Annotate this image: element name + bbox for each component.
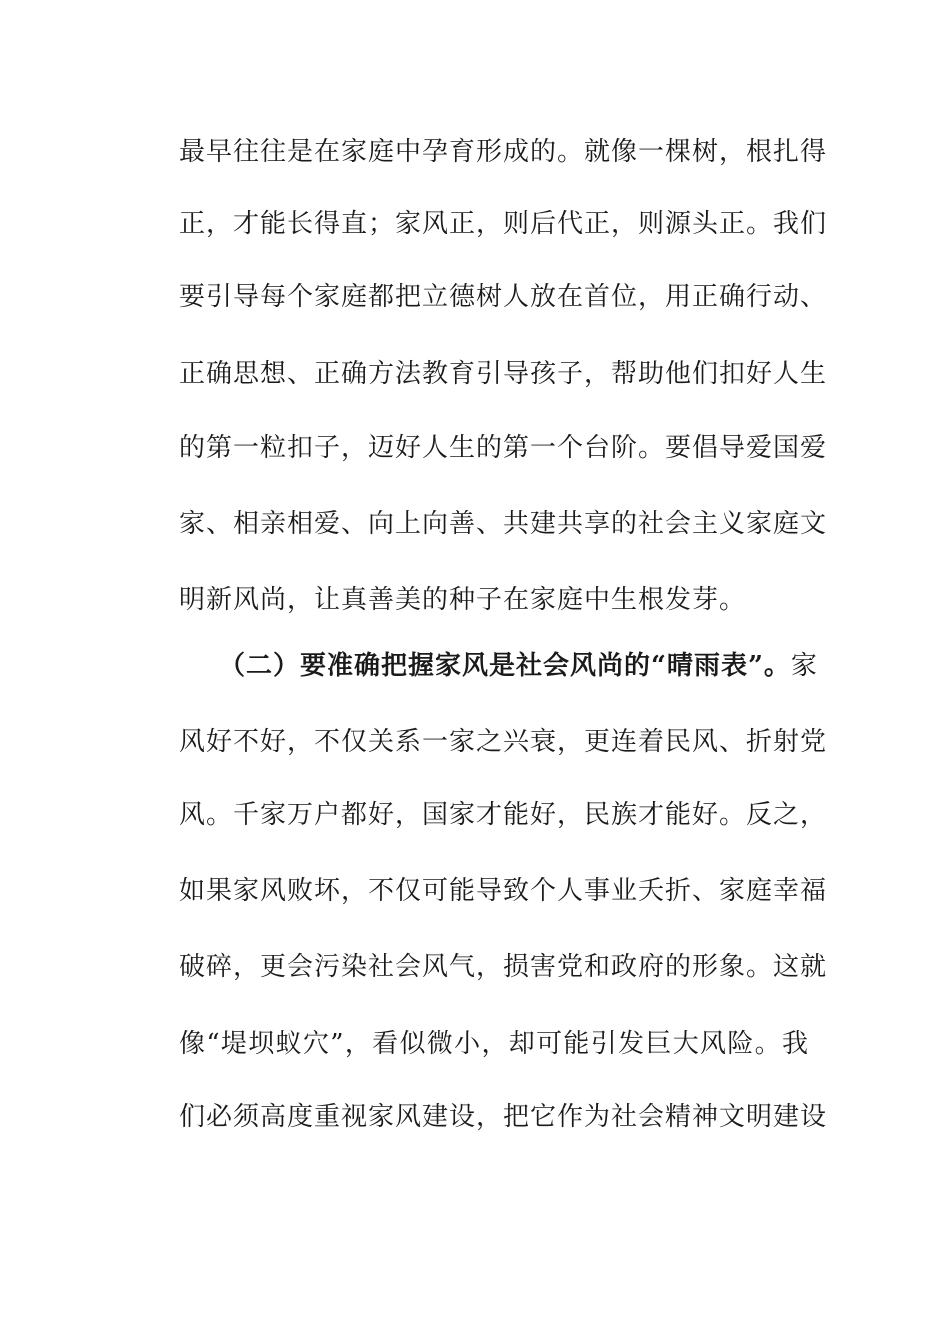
paragraph-2-line-5: 破碎，更会污染社会风气，损害党和政府的形象。这就 (179, 952, 828, 982)
paragraph-2-line-3: 风。千家万户都好，国家才能好，民族才能好。反之， (179, 800, 828, 830)
section-heading-tail: 家 (790, 651, 818, 681)
paragraph-1-line-4: 正确思想、正确方法教育引导孩子，帮助他们扣好人生 (179, 359, 828, 389)
section-heading: （二）要准确把握家风是社会风尚的“晴雨表”。 (219, 651, 791, 681)
paragraph-1-line-6: 家、相亲相爱、向上向善、共建共享的社会主义家庭文 (179, 509, 828, 539)
paragraph-2-line-7: 们必须高度重视家风建设，把它作为社会精神文明建设 (179, 1102, 828, 1132)
paragraph-2-line-4: 如果家风败坏，不仅可能导致个人事业夭折、家庭幸福 (179, 876, 828, 906)
paragraph-2-line-6: 像“堤坝蚁穴”，看似微小，却可能引发巨大风险。我 (179, 1029, 809, 1059)
paragraph-2-line-2: 风好不好，不仅关系一家之兴衰，更连着民风、折射党 (179, 727, 828, 757)
paragraph-1-line-3: 要引导每个家庭都把立德树人放在首位，用正确行动、 (179, 282, 828, 312)
paragraph-1-line-7: 明新风尚，让真善美的种子在家庭中生根发芽。 (179, 585, 747, 615)
paragraph-1-line-5: 的第一粒扣子，迈好人生的第一个台阶。要倡导爱国爱 (179, 433, 828, 463)
paragraph-1-line-2: 正，才能长得直；家风正，则后代正，则源头正。我们 (179, 209, 828, 239)
paragraph-2-first-line (219, 646, 818, 686)
paragraph-1-line-1: 最早往往是在家庭中孕育形成的。就像一棵树，根扎得 (179, 137, 828, 167)
